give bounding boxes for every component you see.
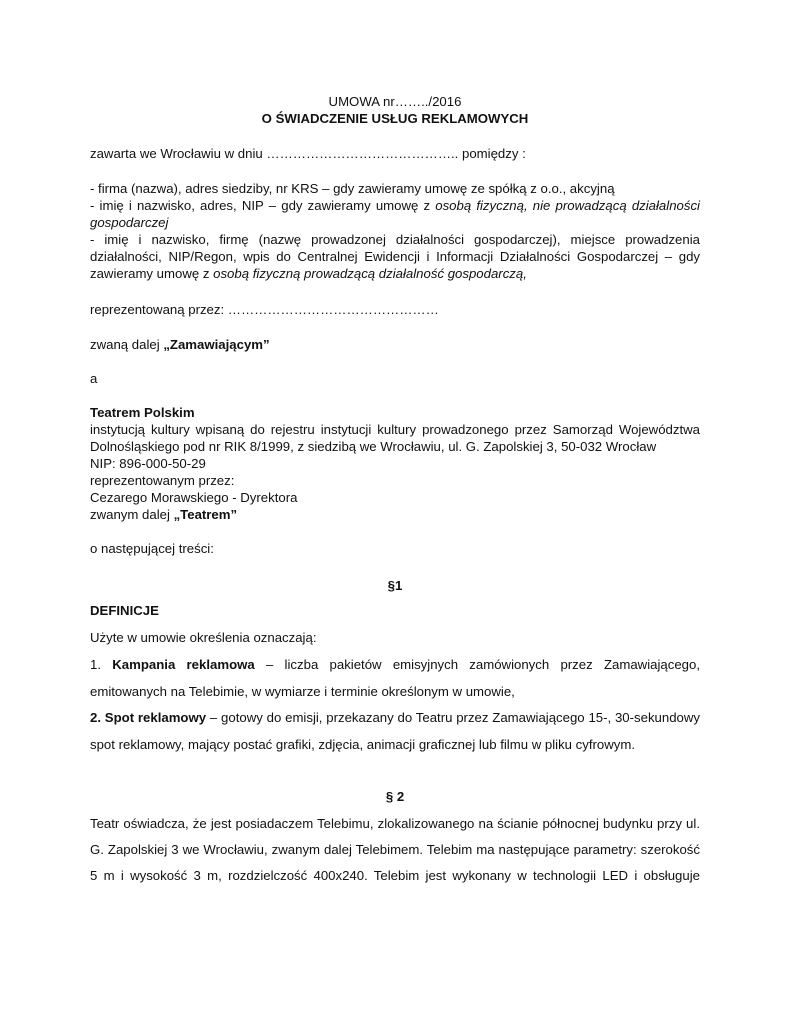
party-option-3-line-3 xyxy=(90,265,700,282)
party-option-2-italic: osobą fizyczną, nie prowadzącą działalności xyxy=(435,198,700,213)
party-option-2-italic-cont: gospodarczej xyxy=(90,215,169,230)
ordering-party-prefix: zwaną dalej xyxy=(90,337,164,352)
ordering-party-line xyxy=(90,336,700,353)
section-2-line-2: G. Zapolskiej 3 we Wrocławiu, zwanym dalej Telebimem. Telebim ma następujące parametry: szerokość xyxy=(90,842,700,857)
definition-2-line-2: spot reklamowy, mający postać grafiki, zdjęcia, animacji graficznej lub filmu w pliku cyfrowym. xyxy=(90,737,636,752)
definition-1-number: 1. xyxy=(90,657,113,672)
intro-line: zawarta we Wrocławiu w dniu …………………………………….. pomiędzy : xyxy=(90,146,526,161)
section-1-heading xyxy=(90,602,700,619)
theatre-nip: NIP: 896-000-50-29 xyxy=(90,456,206,471)
section-1-mark xyxy=(90,577,700,594)
content-intro: o następującej treści: xyxy=(90,541,214,556)
section-2-mark xyxy=(90,788,700,805)
party-option-3-line-2: działalności, NIP/Regon, wpis do Centralnej Ewidencji i Informacji Działalności Gospodarczej – gdy xyxy=(90,249,700,264)
definition-1-line-1 xyxy=(90,656,700,673)
contract-subtitle-text: O ŚWIADCZENIE USŁUG REKLAMOWYCH xyxy=(261,111,529,126)
party-option-3-line-1: - imię i nazwisko, firmę (nazwę prowadzonej działalności gospodarczej), miejsce prowadzenia xyxy=(90,232,700,247)
party-option-2 xyxy=(90,197,700,214)
party-option-3-italic: osobą fizyczną prowadzącą działalność gospodarczą, xyxy=(213,266,527,281)
party-option-2-cont xyxy=(90,214,700,231)
section-1-intro: Użyte w umowie określenia oznaczają: xyxy=(90,630,317,645)
theatre-director: Cezarego Morawskiego - Dyrektora xyxy=(90,490,298,505)
party-option-1: - firma (nazwa), adres siedziby, nr KRS – gdy zawieramy umowę ze spółką z o.o., akcyjną xyxy=(90,181,615,196)
contract-title: UMOWA nr……../2016 xyxy=(328,94,462,109)
section-2-mark-text: § 2 xyxy=(385,789,405,804)
section-2-line-3: 5 m i wysokość 3 m, rozdzielczość 400x240. Telebim jest wykonany w technologii LED i obsługuje xyxy=(90,868,700,883)
ordering-party-name: „Zamawiającym” xyxy=(163,337,270,352)
party-option-3-plain: zawieramy umowę z xyxy=(90,266,214,281)
theatre-name: Teatrem Polskim xyxy=(90,405,195,420)
section-1-mark-text: §1 xyxy=(387,578,403,593)
definition-1-term: Kampania reklamowa xyxy=(112,657,255,672)
party-option-2-plain: - imię i nazwisko, adres, NIP – gdy zawieramy umowę z xyxy=(90,198,436,213)
definition-1-text: – liczba pakietów emisyjnych zamówionych przez Zamawiającego, xyxy=(254,657,700,672)
theatre-called-name: „Teatrem” xyxy=(173,507,238,522)
theatre-desc-line-1: instytucją kultury wpisaną do rejestru instytucji kultury prowadzonego przez Samorząd Województwa xyxy=(90,422,700,437)
theatre-called-prefix: zwanym dalej xyxy=(90,507,174,522)
definition-2-term: 2. Spot reklamowy xyxy=(90,710,207,725)
theatre-desc-line-2: Dolnośląskiego pod nr RIK 8/1999, z siedzibą we Wrocławiu, ul. G. Zapolskiej 3, 50-032 Wrocław xyxy=(90,439,657,454)
section-1-heading-text: DEFINICJE xyxy=(90,603,159,618)
contract-subtitle xyxy=(90,110,700,127)
theatre-represented-by: reprezentowanym przez: xyxy=(90,473,235,488)
theatre-called-line xyxy=(90,506,700,523)
definition-2-line-1 xyxy=(90,709,700,726)
section-2-line-1: Teatr oświadcza, że jest posiadaczem Telebimu, zlokalizowanego na ścianie północnej budynku przy ul. xyxy=(90,816,700,831)
definition-1-line-2: emitowanych na Telebimie, w wymiarze i terminie określonym w umowie, xyxy=(90,684,515,699)
theatre-name-line xyxy=(90,404,700,421)
representation-line: reprezentowaną przez: ………………………………………… xyxy=(90,302,439,317)
definition-2-text: – gotowy do emisji, przekazany do Teatru przez Zamawiającego 15-, 30-sekundowy xyxy=(206,710,701,725)
conjunction: a xyxy=(90,371,98,386)
